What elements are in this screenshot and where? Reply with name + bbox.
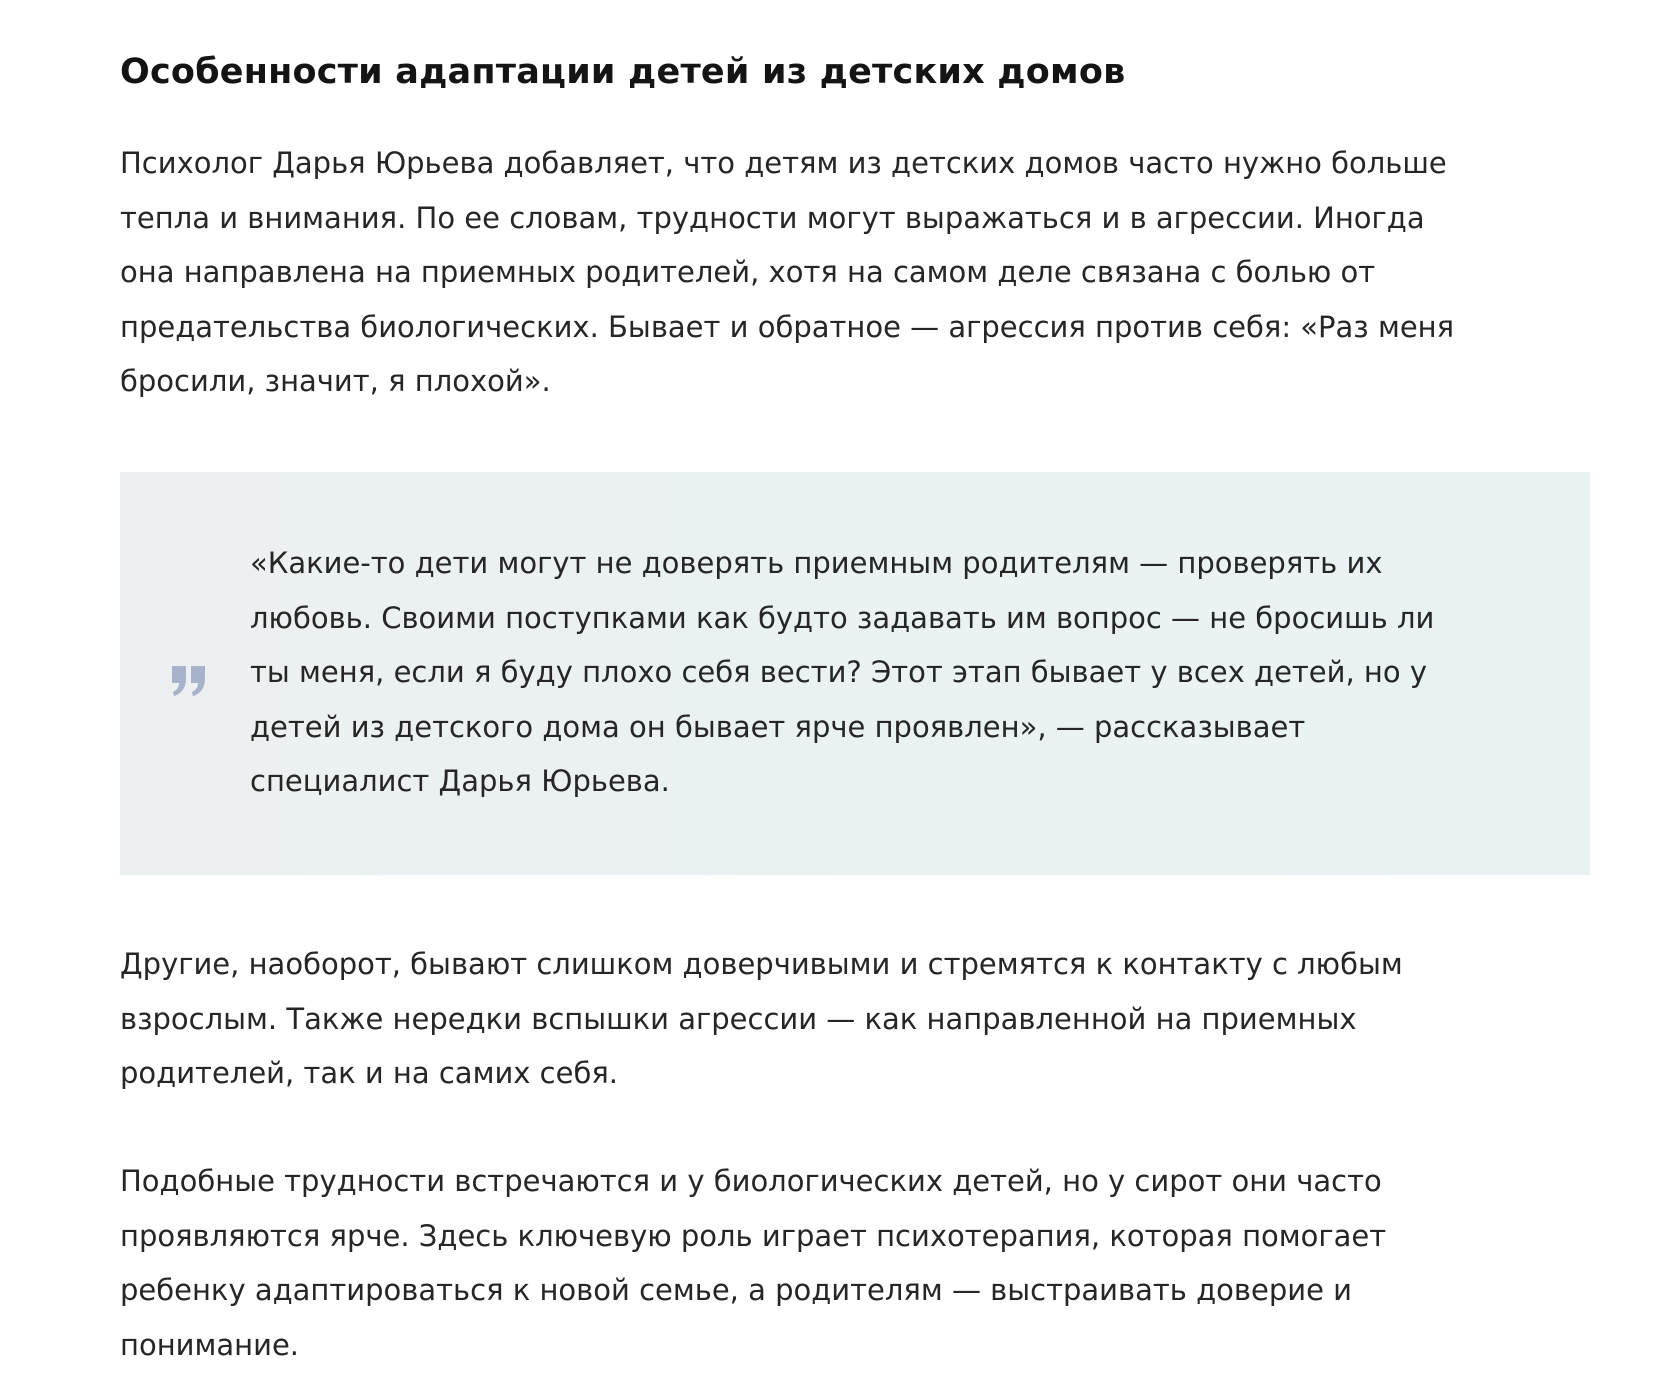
paragraph-line: родителей, так и на самих себя.	[120, 1056, 619, 1091]
paragraph-line: бросили, значит, я плохой».	[120, 364, 551, 399]
paragraph-line: Подобные трудности встречаются и у биологических детей, но у сирот они часто	[120, 1164, 1382, 1198]
paragraph-line: Другие, наоборот, бывают слишком доверчивыми и стремятся к контакту с любым	[120, 947, 1403, 981]
paragraph-line: тепла и внимания. По ее словам, трудности могут выражаться и в агрессии. Иногда	[120, 200, 1425, 235]
quote-line: детей из детского дома он бывает ярче проявлен», — рассказывает	[250, 709, 1306, 744]
paragraph-line: предательства биологических. Бывает и обратное — агрессия против себя: «Раз меня	[120, 309, 1455, 344]
paragraph-line: Психолог Дарья Юрьева добавляет, что детям из детских домов часто нужно больше	[120, 146, 1447, 180]
paragraph-2	[120, 937, 1600, 1101]
blockquote	[120, 472, 1590, 875]
paragraph-line: понимание.	[120, 1327, 300, 1362]
paragraph-line: взрослым. Также нередки вспышки агрессии — как направленной на приемных	[120, 1001, 1357, 1036]
paragraph-line: она направлена на приемных родителей, хотя на самом деле связана с болью от	[120, 255, 1376, 290]
quote-line: ты меня, если я буду плохо себя вести? Этот этап бывает у всех детей, но у	[250, 655, 1428, 690]
quote-text	[250, 536, 1434, 809]
section-heading: Особенности адаптации детей из детских домов	[120, 52, 1126, 92]
paragraph-line: проявляются ярче. Здесь ключевую роль играет психотерапия, которая помогает	[120, 1218, 1387, 1253]
paragraph-1	[120, 136, 1600, 409]
paragraph-3	[120, 1154, 1600, 1372]
quote-line: любовь. Своими поступками как будто задавать им вопрос — не бросишь ли	[250, 600, 1435, 635]
quote-line: специалист Дарья Юрьева.	[250, 764, 670, 799]
paragraph-line: ребенку адаптироваться к новой семье, а родителям — выстраивать доверие и	[120, 1273, 1352, 1308]
quote-line: «Какие-то дети могут не доверять приемным родителям — проверять их	[250, 546, 1383, 580]
quote-icon	[170, 662, 210, 702]
